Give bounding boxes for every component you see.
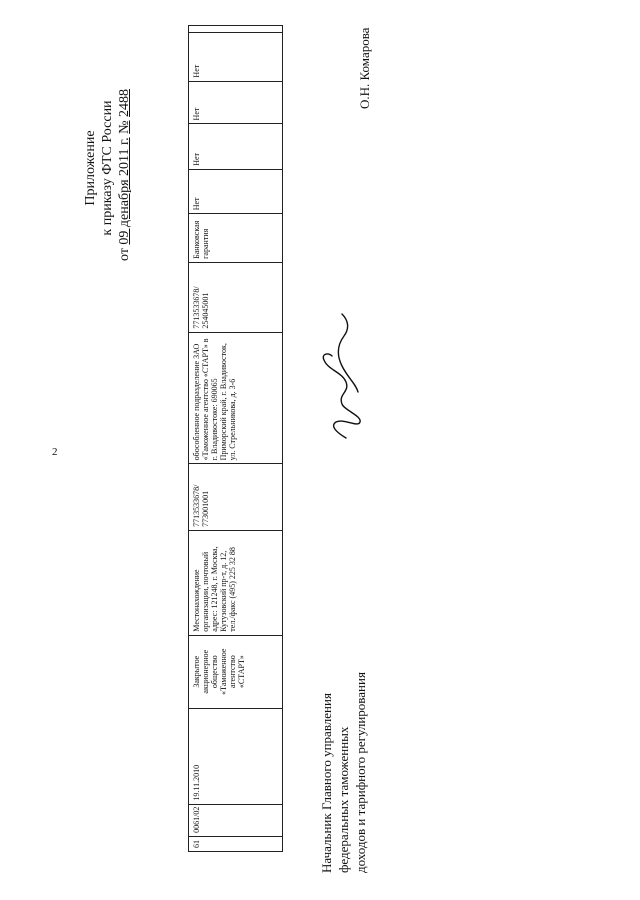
appendix-title: Приложение bbox=[83, 130, 98, 206]
signatory-title-line-1: Начальник Главного управления bbox=[319, 693, 334, 873]
cell-registration-number: 0061/02 bbox=[189, 804, 282, 836]
cell-col12: Нет bbox=[189, 81, 282, 124]
registry-table bbox=[188, 25, 283, 852]
cell-col10: Нет bbox=[189, 169, 282, 214]
appendix-date: 09 денабря 2011 г. bbox=[117, 137, 132, 245]
signatory-name: О.Н. Комарова bbox=[357, 27, 372, 109]
appendix-number: 2488 bbox=[117, 88, 132, 117]
cell-organization-location: Местонахождение организации, почтовый адрес: 121248, г. Москва, Кутузовский пр-т, д. 12, тел./факс (495) 225 32 88 bbox=[189, 530, 282, 635]
cell-guarantee-type: Банковская гарантия bbox=[189, 213, 282, 262]
appendix-date-prefix: от bbox=[117, 248, 132, 261]
cell-col13: Нет bbox=[189, 32, 282, 81]
signatory-title-line-2: федеральных таможенных bbox=[336, 726, 351, 873]
appendix-header bbox=[82, 53, 133, 283]
appendix-order-reference: к приказу ФТС России bbox=[100, 100, 115, 236]
cell-branch-inn-kpp: 7713533678/ 254045001 bbox=[189, 262, 282, 332]
cell-registration-date: 19.11.2010 bbox=[189, 708, 282, 804]
cell-col11: Нет bbox=[189, 123, 282, 168]
signatory-title bbox=[318, 672, 369, 873]
appendix-number-sign: № bbox=[117, 120, 132, 134]
page-number: 2 bbox=[52, 446, 58, 458]
handwritten-signature bbox=[318, 310, 378, 440]
cell-branch-address: обособленное подразделение ЗАО «Таможенное агентство «СТАРТ» в г. Владивостоке: 690065 Приморский край, г. Владивосток, ул. Стрельникова, д. 3-6 bbox=[189, 332, 282, 464]
cell-inn-kpp: 7713533678/ 773001001 bbox=[189, 463, 282, 530]
signatory-title-line-3: доходов и тарифного регулирования bbox=[353, 672, 368, 873]
cell-organization-name: Закрытое акционерное общество «Таможенное агентство «СТАРТ» bbox=[189, 635, 282, 708]
appendix-date-line bbox=[116, 53, 133, 283]
cell-col14 bbox=[189, 26, 282, 32]
cell-row-number: 61 bbox=[189, 836, 282, 851]
